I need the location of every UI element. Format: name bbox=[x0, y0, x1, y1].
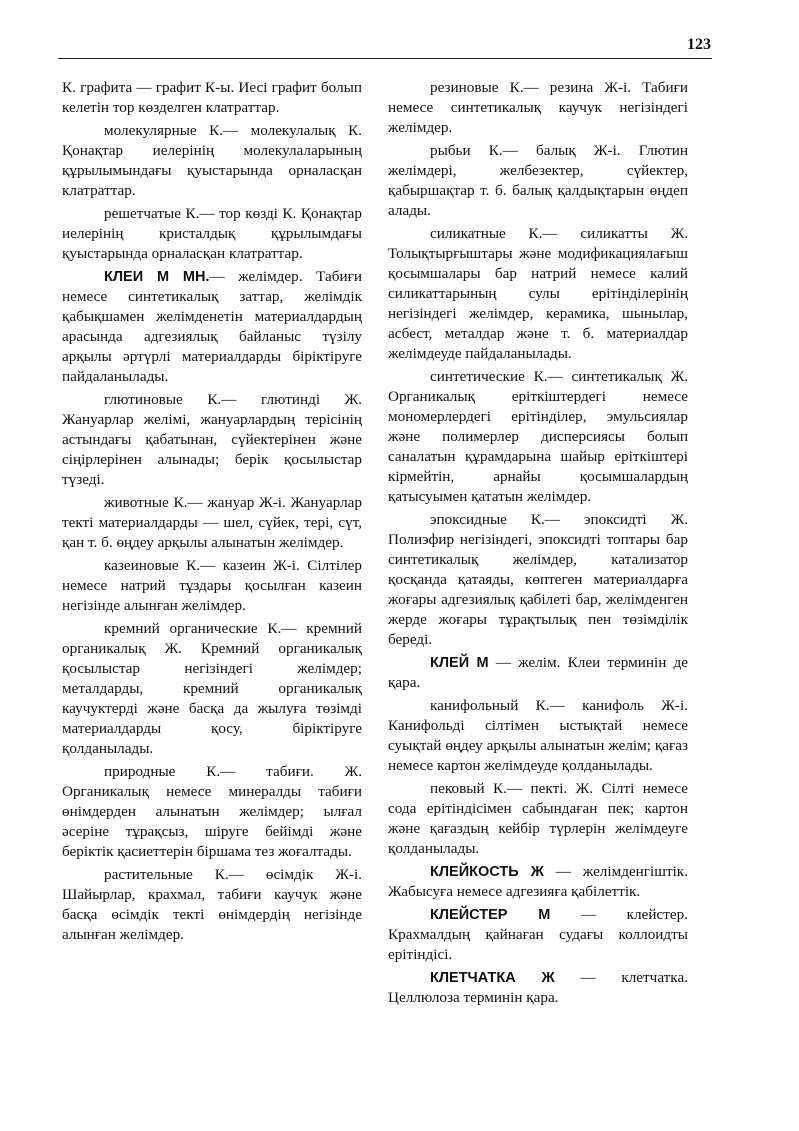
entry-text: — желімдер. Табиғи немесе синтетикалық заттар, желімдік қабықшамен желімденетін материалдардың арасында адгезиялық байланыс түзілу арқылы әртүрлі материалдарды біріктіруге пайдаланылады. bbox=[62, 268, 362, 385]
entry-text: — клейстер. Крахмалдың қайнаған судағы коллоидты ерітіндісі. bbox=[388, 906, 688, 963]
dictionary-entry bbox=[62, 619, 362, 759]
entry-text: природные К.— табиғи. Ж. Органикалық немесе минералды табиғи өнімдерден алынатын желімдер; ылғал әсеріне тұрақсыз, шіруге бейімді және беріктік қасиеттерін біршама тез жоғалтады. bbox=[62, 763, 362, 860]
entry-text: животные К.— жануар Ж-і. Жануарлар текті материалдарды — шел, сүйек, тері, сүт, қан т. б. өңдеу арқылы алынатын желімдер. bbox=[62, 494, 362, 551]
dictionary-entry bbox=[388, 510, 688, 650]
dictionary-entry bbox=[388, 141, 688, 221]
left-column bbox=[62, 78, 362, 948]
entry-headword: КЛЕЙ М bbox=[430, 655, 489, 671]
dictionary-entry bbox=[62, 865, 362, 945]
entry-headword: КЛЕЙКОСТЬ Ж bbox=[430, 864, 544, 880]
dictionary-entry bbox=[62, 204, 362, 264]
entry-text: казеиновые К.— казеин Ж-і. Сілтілер немесе натрий тұздары қосылған казеин негізінде алынған желімдер. bbox=[62, 557, 362, 614]
entry-text: — желімденгіштік. Жабысуға немесе адгезияға қабілеттік. bbox=[388, 863, 688, 900]
dictionary-entry bbox=[388, 905, 688, 965]
entry-text: — желім. Клеи терминін де қара. bbox=[388, 654, 688, 691]
dictionary-entry bbox=[62, 267, 362, 387]
entry-text: растительные К.— өсімдік Ж-і. Шайырлар, крахмал, табиғи каучук және басқа өсімдік текті өнімдердің негізінде алынған желімдер. bbox=[62, 866, 362, 943]
entry-text: решетчатые К.— тор көзді К. Қонақтар иелерінің кристалдық құрылымдағы қуыстарында орналасқан клатраттар. bbox=[62, 205, 362, 262]
dictionary-entry bbox=[62, 78, 362, 118]
entry-headword: КЛЕЙСТЕР М bbox=[430, 907, 551, 923]
dictionary-entry bbox=[388, 367, 688, 507]
entry-text: кремний органические К.— кремний органикалық Ж. Кремний органикалық қосылыстар негізіндегі желімдер; металдарды, кремний органикалық каучуктерді және басқа да жылуға төзімді материалдарды қосу, біріктіруге қолданылады. bbox=[62, 620, 362, 757]
dictionary-entry bbox=[62, 762, 362, 862]
dictionary-entry bbox=[62, 556, 362, 616]
dictionary-entry bbox=[62, 390, 362, 490]
header-rule bbox=[58, 58, 712, 59]
dictionary-entry bbox=[388, 653, 688, 693]
entry-text: силикатные К.— силикатты Ж. Толықтырғыштары және модификациялағыш қосымшалары бар натрий немесе калий силикаттарының сулы ерітінділерінің негізіндегі желімдер, керамика, шынылар, асбест, металдар және т. б. материалдар желімдеуде пайдаланылады. bbox=[388, 225, 688, 362]
entry-text: молекулярные К.— молекулалық К. Қонақтар иелерінің молекулаларының құрылымындағы қуыстарында орналасқан клатраттар. bbox=[62, 122, 362, 199]
entry-text: рыбьи К.— балық Ж-і. Глютин желімдері, желбезектер, сүйектер, қабыршақтар т. б. балық қалдықтарын өңдеп алады. bbox=[388, 142, 688, 219]
entry-text: — клетчатка. Целлюлоза терминін қара. bbox=[388, 969, 688, 1006]
page-number: 123 bbox=[687, 36, 711, 53]
entry-text: резиновые К.— резина Ж-і. Табиғи немесе синтетикалық каучук негізіндегі желімдер. bbox=[388, 79, 688, 136]
dictionary-entry bbox=[62, 493, 362, 553]
entry-text: канифольный К.— канифоль Ж-і. Канифольді сілтімен ыстықтай немесе суықтай өңдеу арқылы алынатын желім; қағаз немесе картон желімдеуде қолданылады. bbox=[388, 697, 688, 774]
dictionary-entry bbox=[388, 968, 688, 1008]
dictionary-entry bbox=[62, 121, 362, 201]
dictionary-entry bbox=[388, 779, 688, 859]
dictionary-entry bbox=[388, 862, 688, 902]
entry-headword: КЛЕТЧАТКА Ж bbox=[430, 970, 555, 986]
entry-text: эпоксидные К.— эпоксидті Ж. Полиэфир негізіндегі, эпоксидті топтары бар синтетикалық желімдер, катализатор қосқанда қатаяды, көптеген материалдарға жоғары адгезиялық қабілеті бар, желімденген жерде жоғары тұрақтылық пен төзімділік береді. bbox=[388, 511, 688, 648]
entry-text: пековый К.— пекті. Ж. Сілті немесе сода ерітіндісімен сабындаған пек; картон және қағаздың кейбір түрлерін желімдеуге қолданылады. bbox=[388, 780, 688, 857]
dictionary-entry bbox=[388, 78, 688, 138]
entry-text: глютиновые К.— глютинді Ж. Жануарлар желімі, жануарлардың терісінің астындағы қабатынан, сүйектерінен және сіңірлерінен алынады; берік қосылыстар түзеді. bbox=[62, 391, 362, 488]
dictionary-entry bbox=[388, 696, 688, 776]
entry-text: синтетические К.— синтетикалық Ж. Органикалық еріткіштердегі немесе мономерлердегі ерітінділер, эмульсиялар және полимерлер дисперсиясы болып саналатын құрамдарына шайыр еріткіштері кірмейтін, арнайы қосымшалардың қатысуымен қататын желімдер. bbox=[388, 368, 688, 505]
dictionary-entry bbox=[388, 224, 688, 364]
right-column bbox=[388, 78, 688, 1011]
entry-text: К. графита — графит К-ы. Иесі графит болып келетін тор көзделген клатраттар. bbox=[62, 79, 362, 116]
entry-headword: КЛЕИ М МН. bbox=[104, 269, 210, 285]
